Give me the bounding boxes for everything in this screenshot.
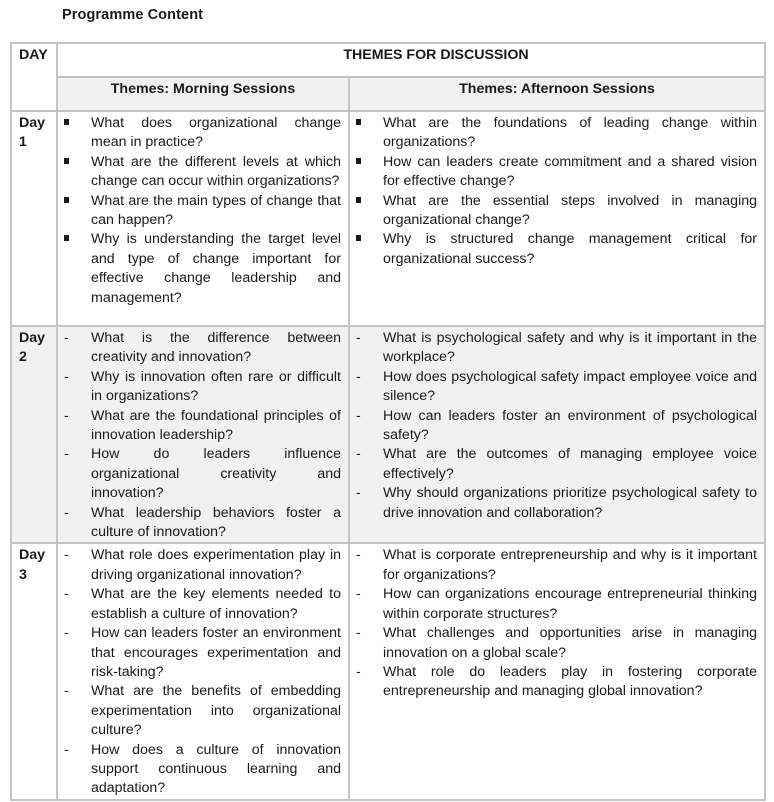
afternoon-sessions-header: Themes: Afternoon Sessions	[349, 77, 765, 111]
dash-bullet-icon	[64, 546, 78, 565]
list-item: - How do leaders influence organizational creativity and innovation?	[58, 445, 341, 503]
table-row-day-3	[11, 543, 765, 799]
morning-sessions-header: Themes: Morning Sessions	[57, 77, 349, 111]
list-item: What does organizational change mean in practice?	[58, 114, 341, 153]
dash-bullet-icon	[356, 329, 370, 348]
themes-header: THEMES FOR DISCUSSION	[57, 43, 765, 77]
dash-bullet-icon	[356, 546, 370, 565]
list-item: What are the different levels at which change can occur within organizations?	[58, 153, 341, 192]
list-item: - How does psychological safety impact employee voice and silence?	[350, 368, 757, 407]
list-item: - What challenges and opportunities arise in managing innovation on a global scale?	[350, 624, 757, 663]
day-word: Day	[19, 330, 46, 346]
morning-themes-cell	[57, 111, 349, 326]
table-row-day-2	[11, 326, 765, 543]
list-item: Why is understanding the target level and type of change important for effective change leadership and management?	[58, 230, 341, 308]
list-item: - Why is innovation often rare or difficult in organizations?	[58, 368, 341, 407]
list-item: - What is psychological safety and why is it important in the workplace?	[350, 329, 757, 368]
dash-bullet-icon	[64, 329, 78, 348]
list-item: - What are the key elements needed to establish a culture of innovation?	[58, 585, 341, 624]
list-item: - What are the foundational principles of innovation leadership?	[58, 407, 341, 446]
day-label-cell	[11, 111, 57, 326]
day-number: 3	[19, 566, 27, 583]
dash-bullet-icon	[356, 368, 370, 387]
morning-question-list	[58, 327, 348, 542]
square-bullet-icon	[356, 230, 370, 249]
dash-bullet-icon	[64, 624, 78, 643]
square-bullet-icon	[356, 153, 370, 172]
day-word: Day	[19, 115, 46, 131]
list-item: What are the essential steps involved in managing organizational change?	[350, 192, 757, 231]
morning-themes-cell	[57, 543, 349, 799]
programme-table	[10, 42, 766, 801]
afternoon-question-list	[350, 327, 764, 523]
dash-bullet-icon	[356, 484, 370, 503]
list-item: - Why should organizations prioritize psychological safety to drive innovation and collaboration?	[350, 484, 757, 523]
list-item: Why is structured change management critical for organizational success?	[350, 230, 757, 269]
dash-bullet-icon	[64, 741, 78, 760]
dash-bullet-icon	[356, 445, 370, 464]
dash-bullet-icon	[64, 504, 78, 523]
afternoon-question-list	[350, 112, 764, 269]
list-item: How can leaders create commitment and a shared vision for effective change?	[350, 153, 757, 192]
morning-question-list	[58, 112, 348, 308]
afternoon-themes-cell	[349, 111, 765, 326]
list-item: - What role do leaders play in fostering corporate entrepreneurship and managing global innovation?	[350, 663, 757, 702]
afternoon-themes-cell	[349, 326, 765, 543]
list-item: - How can leaders foster an environment of psychological safety?	[350, 407, 757, 446]
dash-bullet-icon	[64, 445, 78, 464]
square-bullet-icon	[356, 114, 370, 133]
list-item: - What leadership behaviors foster a culture of innovation?	[58, 504, 341, 543]
morning-themes-cell	[57, 326, 349, 543]
day-number: 2	[19, 349, 27, 366]
square-bullet-icon	[64, 230, 78, 249]
day-number: 1	[19, 134, 27, 151]
square-bullet-icon	[356, 192, 370, 211]
list-item: - What is corporate entrepreneurship and why is it important for organizations?	[350, 546, 757, 585]
day-label-cell	[11, 326, 57, 543]
list-item: - How can leaders foster an environment that encourages experimentation and risk-taking?	[58, 624, 341, 682]
dash-bullet-icon	[356, 585, 370, 604]
list-item: - How can organizations encourage entrepreneurial thinking within corporate structures?	[350, 585, 757, 624]
list-item: What are the foundations of leading change within organizations?	[350, 114, 757, 153]
afternoon-themes-cell	[349, 543, 765, 799]
day-column-header: DAY	[11, 43, 57, 111]
list-item: - What are the outcomes of managing employee voice effectively?	[350, 445, 757, 484]
square-bullet-icon	[64, 192, 78, 211]
day-label-cell	[11, 543, 57, 799]
square-bullet-icon	[64, 114, 78, 133]
dash-bullet-icon	[64, 682, 78, 701]
morning-question-list	[58, 544, 348, 798]
table-subheader-row	[11, 77, 765, 111]
list-item: - How does a culture of innovation support continuous learning and adaptation?	[58, 741, 341, 799]
table-header-row	[11, 43, 765, 77]
list-item: - What is the difference between creativity and innovation?	[58, 329, 341, 368]
day-word: Day	[19, 547, 46, 564]
dash-bullet-icon	[64, 368, 78, 387]
dash-bullet-icon	[356, 624, 370, 643]
dash-bullet-icon	[64, 585, 78, 604]
afternoon-question-list	[350, 544, 764, 701]
dash-bullet-icon	[64, 407, 78, 426]
dash-bullet-icon	[356, 663, 370, 682]
document-title: Programme Content	[62, 7, 204, 23]
list-item: - What are the benefits of embedding experimentation into organizational culture?	[58, 682, 341, 740]
list-item: - What role does experimentation play in driving organizational innovation?	[58, 546, 341, 585]
table-row-day-1	[11, 111, 765, 326]
dash-bullet-icon	[356, 407, 370, 426]
square-bullet-icon	[64, 153, 78, 172]
list-item: What are the main types of change that can happen?	[58, 192, 341, 231]
